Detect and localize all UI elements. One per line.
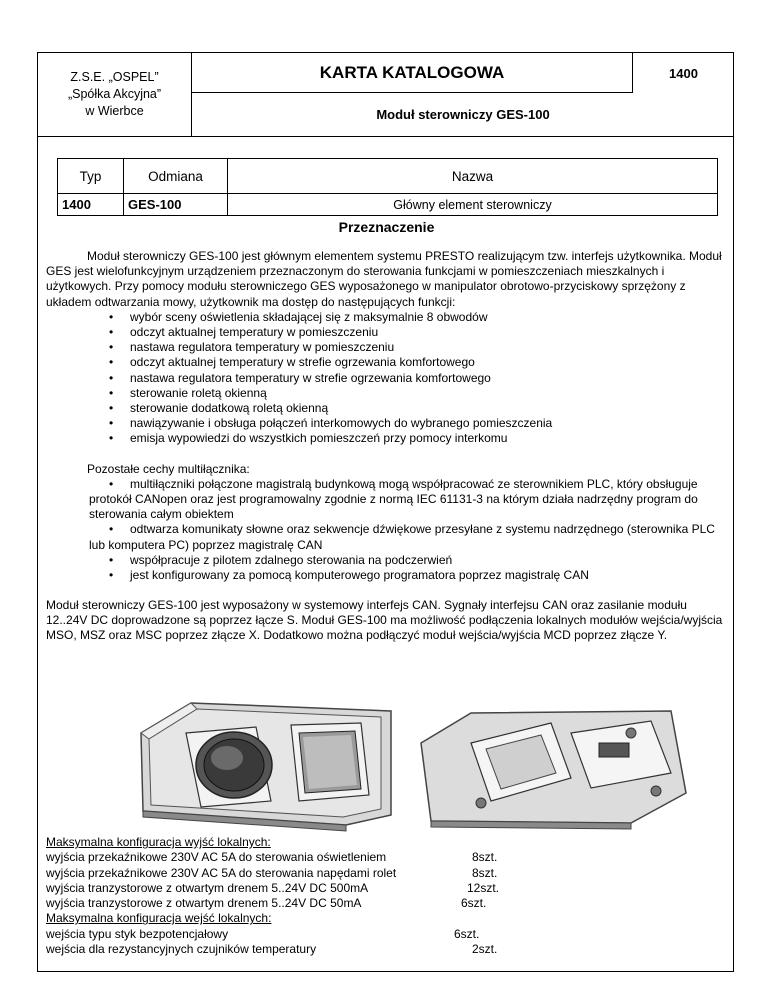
functions-list [46,310,730,447]
type-table-header [58,159,718,194]
spec-qty: 6szt. [461,896,487,911]
list-item: • nawiązywanie i obsługa połączeń interkomowych do wybranego pomieszczenia [46,416,730,431]
section-title: Przeznaczenie [338,219,435,235]
spec-row [46,927,606,942]
final-paragraph: Moduł sterowniczy GES-100 jest wyposażony w systemowy interfejs CAN. Sygnały interfejsu CAN oraz zasilanie modułu 12..24V DC doprowadzone są poprzez łącze S. Moduł GES-100 ma możliwość podłączenia lokalnych modułów wejścia/wyjścia MSO, MSZ oraz MSC poprzez złącze X. Dodatkowo można podłączyć moduł wejścia/wyjścia MCD poprzez złącze Y. [46,598,723,643]
type-table [57,158,718,216]
other-features-list [46,477,730,583]
list-item: • nastawa regulatora temperatury w strefie ogrzewania komfortowego [46,371,730,386]
list-item: • emisja wypowiedzi do wszystkich pomieszczeń przy pomocy interkomu [46,431,730,446]
spec-row [46,881,606,896]
list-item: • multiłączniki połączone magistralą budynkową mogą współpracować ze sterownikiem PLC, który obsługuje protokół CANopen oraz jest programowalny zgodnie z normą IEC 61131-3 na którym działa nadrzędny program do sterowania całym obiektem [46,477,730,523]
catalog-card [37,52,734,972]
inputs-heading: Maksymalna konfiguracja wejść lokalnych: [46,911,272,926]
company-line-3: w Wierbce [85,104,144,118]
spec-row [46,942,606,957]
list-item: • odtwarza komunikaty słowne oraz sekwencje dźwiękowe przesyłane z systemu nadrzędnego (sterownika PLC lub komputera PC) poprzez magistralę CAN [46,522,730,552]
product-photo [131,683,691,833]
outputs-heading: Maksymalna konfiguracja wyjść lokalnych: [46,835,271,849]
spec-block [46,835,606,957]
col-nazwa: Nazwa [228,159,718,194]
spec-label: wejścia dla rezystancyjnych czujników temperatury [46,942,317,957]
spec-qty: 6szt. [454,926,480,941]
col-odmiana: Odmiana [124,159,228,194]
spec-label: wejścia typu styk bezpotencjałowy [46,926,229,941]
list-item: • sterowanie dodatkową roletą okienną [46,401,730,416]
company-line-2: „Spółka Akcyjna” [67,87,162,101]
list-item: • odczyt aktualnej temperatury w strefie ogrzewania komfortowego [46,355,730,370]
other-features-heading: Pozostałe cechy multiłącznika: [87,461,250,476]
list-item: • wybór sceny oświetlenia składającej się z maksymalnie 8 obwodów [46,310,730,325]
spec-qty: 8szt. [472,865,498,880]
spec-qty: 2szt. [472,942,498,957]
list-item: • odczyt aktualnej temperatury w pomieszczeniu [46,325,730,340]
document-subtitle: Moduł sterowniczy GES-100 [192,93,734,137]
spec-label: wyjścia przekaźnikowe 230V AC 5A do sterowania napędami rolet [46,865,397,880]
company-line-1: Z.S.E. „OSPEL” [70,70,159,84]
list-item: • jest konfigurowany za pomocą komputerowego programatora poprzez magistralę CAN [46,568,730,583]
list-item: • sterowanie roletą okienną [46,386,730,401]
spec-label: wyjścia tranzystorowe z otwartym drenem 5..24V DC 50mA [46,896,362,911]
list-item: • współpracuje z pilotem zdalnego sterowania na podczerwień [46,553,730,568]
intro-block [46,249,730,583]
list-item: • nastawa regulatora temperatury w pomieszczeniu [46,340,730,355]
type-table-row [58,194,718,216]
spec-qty: 12szt. [467,880,500,895]
spec-row [46,850,606,865]
company-name [38,53,192,137]
catalog-number: 1400 [669,65,698,81]
col-typ: Typ [58,159,124,194]
intro-paragraph: Moduł sterowniczy GES-100 jest głównym elementem systemu PRESTO realizującym tzw. interfejs użytkownika. Moduł GES jest wielofunkcyjnym urządzeniem przeznaczonym do sterowania funkcjami w pomieszczeniach mieszkalnych i użytkowych. Przy pomocy modułu sterowniczego GES wyposażonego w manipulator obrotowo-przyciskowy sprzężony z układem odtwarzania mowy, użytkownik ma dostęp do następujących funkcji: [46,249,722,309]
spec-qty: 8szt. [472,850,498,865]
spec-row [46,896,606,911]
spec-label: wyjścia tranzystorowe z otwartym drenem 5..24V DC 500mA [46,880,369,895]
spec-row [46,866,606,881]
document-title: KARTA KATALOGOWA [192,53,633,93]
cell-nazwa: Główny element sterowniczy [228,194,718,216]
cell-typ: 1400 [58,194,124,216]
spec-label: wyjścia przekaźnikowe 230V AC 5A do sterowania oświetleniem [46,850,387,865]
cell-odmiana: GES-100 [124,194,228,216]
